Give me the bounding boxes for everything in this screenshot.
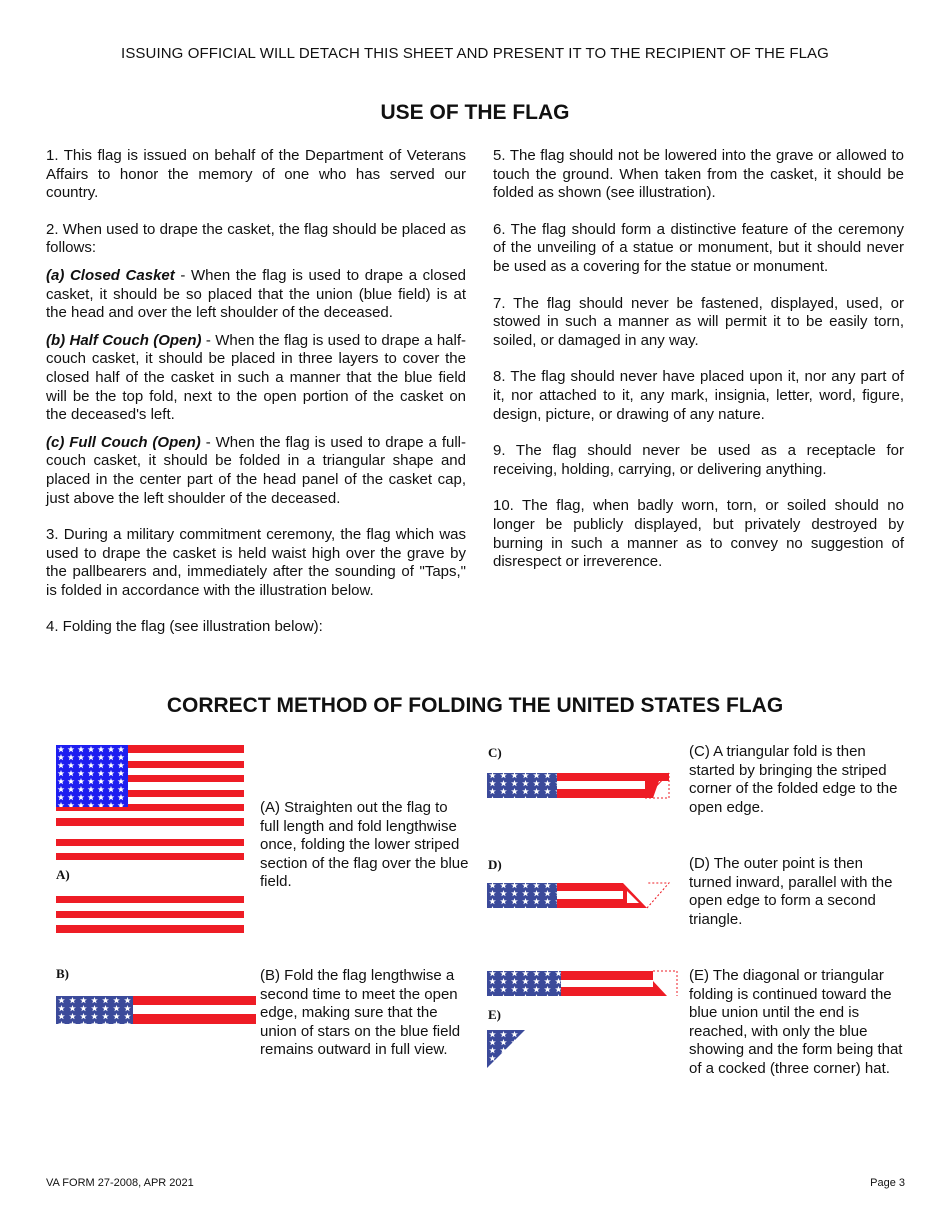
step-a-letter: A) [56,867,70,882]
page-number: Page 3 [870,1177,905,1189]
paragraph-7: 7. The flag should never be fastened, displayed, used, or stowed in such a manner as will permit it to be easily torn, soiled, or damaged in any way. [493,294,904,349]
left-column [46,147,466,637]
half-couch-label: (b) Half Couch (Open) [46,331,202,349]
step-e-caption: (E) The diagonal or triangular folding is continued toward the blue union until the end is reached, with only the blue showing and the form being that of a cocked (three corner) hat. [689,967,903,1077]
paragraph-1: 1. This flag is issued on behalf of the Department of Veterans Affairs to honor the memory of one who has served our country. [46,147,466,202]
use-of-flag-title: USE OF THE FLAG [380,101,570,124]
paragraph-2c [46,434,466,508]
flag-folded-twice-image [56,996,256,1024]
form-number: VA FORM 27-2008, APR 2021 [46,1177,194,1189]
closed-casket-label: (a) Closed Casket [46,266,175,284]
right-column [493,147,904,572]
step-c-caption: (C) A triangular fold is then started by bringing the striped corner of the folded edge to the open edge. [689,743,898,816]
paragraph-3: 3. During a military commitment ceremony, the flag which was used to drape the casket is held waist high over the grave by the pallbearers and, immediately after the sounding of "Taps," is folded in accordance with the illustration below. [46,526,466,599]
step-d-caption: (D) The outer point is then turned inward, parallel with the open edge to form a second triangle. [689,855,893,928]
detach-notice: ISSUING OFFICIAL WILL DETACH THIS SHEET AND PRESENT IT TO THE RECIPIENT OF THE FLAG [121,45,829,62]
paragraph-8: 8. The flag should never have placed upon it, nor any part of it, nor attached to it, any mark, insignia, letter, word, figure, design, picture, or drawing of any nature. [493,368,904,423]
paragraph-2b [46,332,466,425]
half-couch-text: - When the flag is used to drape a half-couch casket, it should be placed in three layers to cover the closed half of the casket in such a manner that the blue field will be the top fold, next to the open portion of the casket on the deceased's left. [46,331,466,424]
flag-triangle-start-image [487,771,673,801]
flag-second-triangle-image [487,881,673,911]
paragraph-6: 6. The flag should form a distinctive feature of the ceremony of the unveiling of a statue or monument, but it should never be used as a covering for the statue or monument. [493,220,904,275]
step-b-letter: B) [56,966,69,981]
full-couch-text: - When the flag is used to drape a full-couch casket, it should be folded in a triangular shape and placed in the center part of the head panel of the casket cap, just above the left shoulder of the deceased. [46,433,466,507]
step-a-caption: (A) Straighten out the flag to full length and fold lengthwise once, folding the lower striped section of the flag over the blue field. [260,799,469,891]
step-c-letter: C) [488,745,502,760]
paragraph-4: 4. Folding the flag (see illustration below): [46,618,323,636]
step-b-caption: (B) Fold the flag lengthwise a second time to meet the open edge, making sure that the union of stars on the blue field remains outward in full view. [260,967,461,1059]
full-couch-label: (c) Full Couch (Open) [46,433,201,451]
paragraph-2: 2. When used to drape the casket, the flag should be placed as follows: [46,220,466,257]
closed-casket-text: - When the flag is used to drape a closed casket, it should be so placed that the union (blue field) is at the head and over the left shoulder of the deceased. [46,266,467,322]
paragraph-10: 10. The flag, when badly worn, torn, or soiled should no longer be publicly displayed, but privately destroyed by burning in such a manner as to convey no suggestion of disrespect or irreverence. [493,497,904,571]
paragraph-5: 5. The flag should not be lowered into the grave or allowed to touch the ground. When taken from the casket, it should be folded as shown (see illustration). [493,147,904,202]
paragraph-9: 9. The flag should never be used as a receptacle for receiving, holding, carrying, or delivering anything. [493,442,904,478]
step-e-letter: E) [488,1007,501,1022]
paragraph-2a [46,267,466,323]
flag-diagonal-fold-image [487,969,681,999]
flag-full-image [56,745,244,941]
step-d-letter: D) [488,857,502,872]
folding-title: CORRECT METHOD OF FOLDING THE UNITED STATES FLAG [166,694,784,717]
folded-triangle-image [487,1030,527,1070]
